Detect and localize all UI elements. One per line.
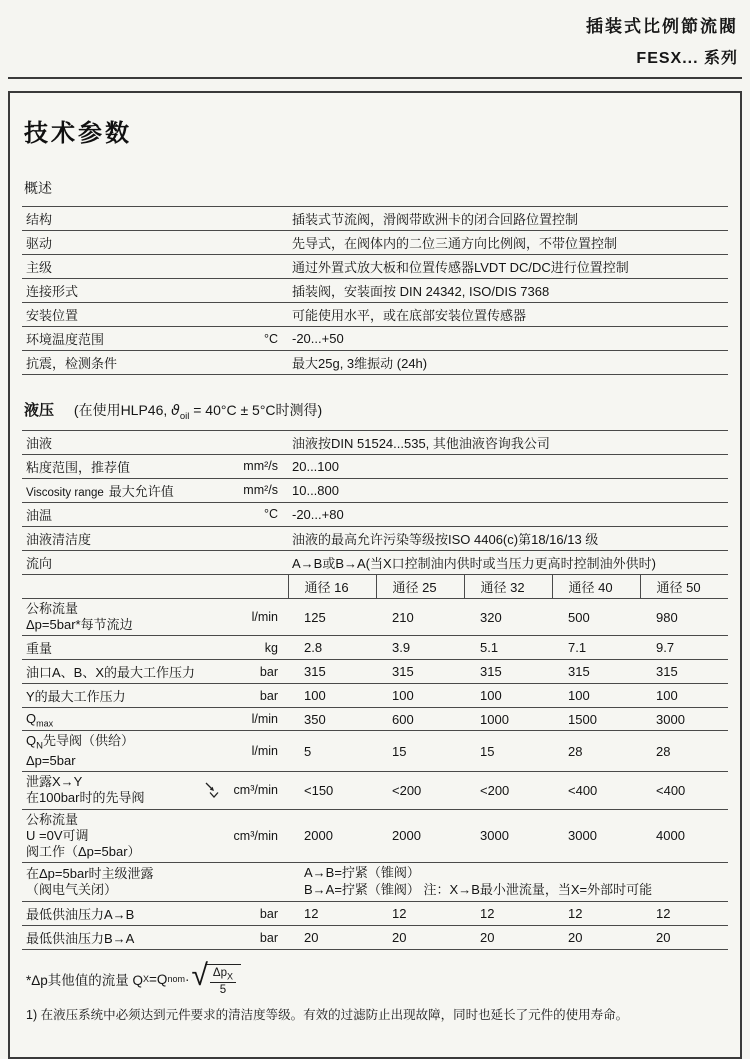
cell-value: 12	[376, 902, 464, 926]
row-label: 结构	[26, 212, 53, 227]
row-label: 抗震，检测条件	[26, 356, 118, 371]
table-row	[22, 231, 728, 255]
row-value: 油液按DIN 51524...535, 其他油液咨询我公司	[288, 430, 728, 454]
cell-value: 500	[552, 598, 640, 636]
cell-value: 15	[376, 731, 464, 772]
size-col-header: 通径 25	[376, 575, 464, 599]
cell-value: 20	[464, 926, 552, 950]
cell-value: 315	[288, 660, 376, 684]
cell-value: 12	[552, 902, 640, 926]
table-row	[22, 526, 728, 550]
table-row	[22, 926, 728, 950]
cell-value: 210	[376, 598, 464, 636]
table-row	[22, 636, 728, 660]
row-label: 公称流量 Δp=5bar*每节流边	[26, 600, 133, 633]
row-value: 插装阀，安装面按 DIN 24342, ISO/DIS 7368	[288, 279, 728, 303]
header-divider	[8, 77, 742, 79]
row-unit: cm³/min	[233, 828, 278, 843]
row-label-english: Viscosity range	[26, 486, 104, 499]
cell-value: <400	[640, 772, 728, 810]
flow-formula-footnote: *Δp其他值的流量 Q X =Q nom · √ $\frac{\Delta p_X}{5}$	[26, 962, 728, 996]
row-value: -20...+50	[288, 327, 728, 351]
cell-value: 3000	[640, 708, 728, 731]
cell-value: 600	[376, 708, 464, 731]
cell-value: 315	[464, 660, 552, 684]
table-row	[22, 731, 728, 772]
row-value: 20...100	[288, 454, 728, 478]
cell-value: 5	[288, 731, 376, 772]
cell-value: 12	[288, 902, 376, 926]
cell-value: 100	[640, 684, 728, 708]
overview-heading: 概述	[24, 180, 52, 196]
cell-value: 3.9	[376, 636, 464, 660]
row-value: 可能使用水平，或在底部安装位置传感器	[288, 303, 728, 327]
cell-value: 350	[288, 708, 376, 731]
cell-value: 100	[552, 684, 640, 708]
row-unit: l/min	[251, 712, 278, 727]
cell-value: 315	[376, 660, 464, 684]
general-specs-table	[22, 206, 728, 375]
row-label: 流向	[26, 555, 53, 571]
cell-value: <200	[376, 772, 464, 810]
cell-value: 20	[552, 926, 640, 950]
row-label: 重量	[26, 641, 53, 657]
row-label: 最低供油压力B→A	[26, 931, 135, 947]
cell-value: 980	[640, 598, 728, 636]
row-value: A→B或B→A(当X口控制油内供时或当压力更高时控制油外供时)	[288, 550, 728, 574]
series-title: FESX... 系列	[636, 50, 738, 67]
table-row	[22, 454, 728, 478]
cell-value: 5.1	[464, 636, 552, 660]
cell-value: <400	[552, 772, 640, 810]
size-col-header: 通径 40	[552, 575, 640, 599]
table-row	[22, 902, 728, 926]
row-label: $Q_{max}$	[26, 710, 54, 729]
row-unit: bar	[259, 664, 278, 679]
leakage-drain-icon	[204, 782, 224, 798]
row-label: 安装位置	[26, 308, 79, 323]
size-col-header: 通径 16	[288, 575, 376, 599]
size-specs-table	[22, 575, 728, 950]
cell-value: <200	[464, 772, 552, 810]
row-unit: l/min	[251, 610, 278, 625]
cell-value: 2000	[288, 809, 376, 863]
row-label: 粘度范围，推荐值	[26, 459, 131, 475]
cell-value: <150	[288, 772, 376, 810]
cell-value: 320	[464, 598, 552, 636]
cell-value: 7.1	[552, 636, 640, 660]
table-row	[22, 863, 728, 902]
cell-value: 2.8	[288, 636, 376, 660]
row-label: 油温	[26, 507, 53, 523]
cell-value: 20	[640, 926, 728, 950]
cell-value: 3000	[552, 809, 640, 863]
row-unit: bar	[259, 688, 278, 703]
row-value: 先导式，在阀体内的二位三通方向比例阀，不带位置控制	[288, 231, 728, 255]
table-row	[22, 478, 728, 502]
cell-value: 100	[376, 684, 464, 708]
table-row	[22, 255, 728, 279]
cell-value: 100	[288, 684, 376, 708]
row-value: 油液的最高允许污染等级按ISO 4406(c)第18/16/13 级	[288, 526, 728, 550]
cell-value: A→B=拧紧（锥阀） B→A=拧紧（锥阀） 注：X→B最小泄流量，当X=外部时可能	[288, 863, 728, 902]
row-unit: mm²/s	[243, 459, 278, 474]
table-row	[22, 303, 728, 327]
hydraulic-test-conditions: (在使用HLP46, $ϑ_{oil} = 40^\circ C \pm 5^\circ C$时测得)	[73, 402, 323, 422]
fluid-specs-table	[22, 430, 728, 575]
table-row	[22, 327, 728, 351]
table-row	[22, 279, 728, 303]
size-header-row	[22, 575, 728, 599]
row-label: 油液	[26, 435, 53, 451]
row-label: 泄露X→Y 在100bar时的先导阀	[26, 774, 145, 806]
row-label: 环境温度范围	[26, 332, 105, 347]
table-row	[22, 684, 728, 708]
cell-value: 20	[376, 926, 464, 950]
hydraulic-section-heading	[24, 399, 728, 422]
table-row	[22, 708, 728, 731]
cell-value: 2000	[376, 809, 464, 863]
row-value: 最大25g, 3维振动 (24h)	[288, 351, 728, 375]
row-label: Viscosity range 最大允许值	[26, 483, 174, 499]
cell-value: 28	[552, 731, 640, 772]
document-header	[8, 0, 742, 68]
cell-value: 20	[288, 926, 376, 950]
row-unit: mm²/s	[243, 483, 278, 498]
row-label: 连接形式	[26, 284, 79, 299]
cell-value: 3000	[464, 809, 552, 863]
table-row	[22, 809, 728, 863]
cell-value: 315	[552, 660, 640, 684]
row-unit: bar	[259, 930, 278, 945]
hydraulic-title: 液压	[24, 402, 55, 419]
row-unit: °C	[263, 507, 278, 522]
theta-symbol: ϑ	[171, 403, 180, 419]
table-row	[22, 351, 728, 375]
row-label: 油液清洁度	[26, 531, 92, 547]
row-label: 在Δp=5bar时主级泄露 （阀电气关闭）	[26, 865, 154, 898]
cell-value: 100	[464, 684, 552, 708]
cell-value: 125	[288, 598, 376, 636]
row-label: 主级	[26, 260, 53, 275]
table-row	[22, 207, 728, 231]
cleanliness-footnote: 1) 在液压系统中必须达到元件要求的清洁度等级。有效的过滤防止出现故障，同时也延长了元件的使用寿命。	[26, 1008, 629, 1023]
table-row	[22, 598, 728, 636]
square-root-symbol: √ $\frac{\Delta p_X}{5}$	[191, 962, 241, 996]
row-unit: l/min	[251, 744, 278, 759]
cell-value: 12	[464, 902, 552, 926]
cell-value: 28	[640, 731, 728, 772]
table-row	[22, 502, 728, 526]
cell-value: 4000	[640, 809, 728, 863]
row-unit: cm³/min	[233, 783, 278, 798]
row-label: Y的最大工作压力	[26, 689, 126, 705]
row-label: $Q_N$先导阀（供给） Δp=5bar	[26, 733, 135, 768]
cell-value: 315	[640, 660, 728, 684]
cell-value: 9.7	[640, 636, 728, 660]
row-unit: kg	[264, 640, 278, 655]
size-col-header: 通径 32	[464, 575, 552, 599]
row-value: 10...800	[288, 478, 728, 502]
table-row	[22, 660, 728, 684]
row-value: 通过外置式放大板和位置传感器LVDT DC/DC进行位置控制	[288, 255, 728, 279]
row-label: 最低供油压力A→B	[26, 907, 135, 923]
cell-value: 1500	[552, 708, 640, 731]
row-unit: °C	[263, 331, 278, 346]
cell-value: 15	[464, 731, 552, 772]
row-label: 公称流量 U =0V可调 阀工作（Δp=5bar）	[26, 811, 141, 860]
row-value: 插装式节流阀，滑阀带欧洲卡的闭合回路位置控制	[288, 207, 728, 231]
technical-parameters-box	[8, 91, 742, 1059]
product-title: 插装式比例節流閥	[586, 17, 738, 36]
table-row	[22, 430, 728, 454]
table-row	[22, 550, 728, 574]
table-row	[22, 772, 728, 810]
cell-value: 12	[640, 902, 728, 926]
row-label: 驱动	[26, 236, 53, 251]
row-unit: bar	[259, 906, 278, 921]
cell-value: 1000	[464, 708, 552, 731]
size-col-header: 通径 50	[640, 575, 728, 599]
page-title: 技术参数	[24, 120, 132, 147]
row-label: 油口A、B、X的最大工作压力	[26, 665, 196, 681]
row-value: -20...+80	[288, 502, 728, 526]
